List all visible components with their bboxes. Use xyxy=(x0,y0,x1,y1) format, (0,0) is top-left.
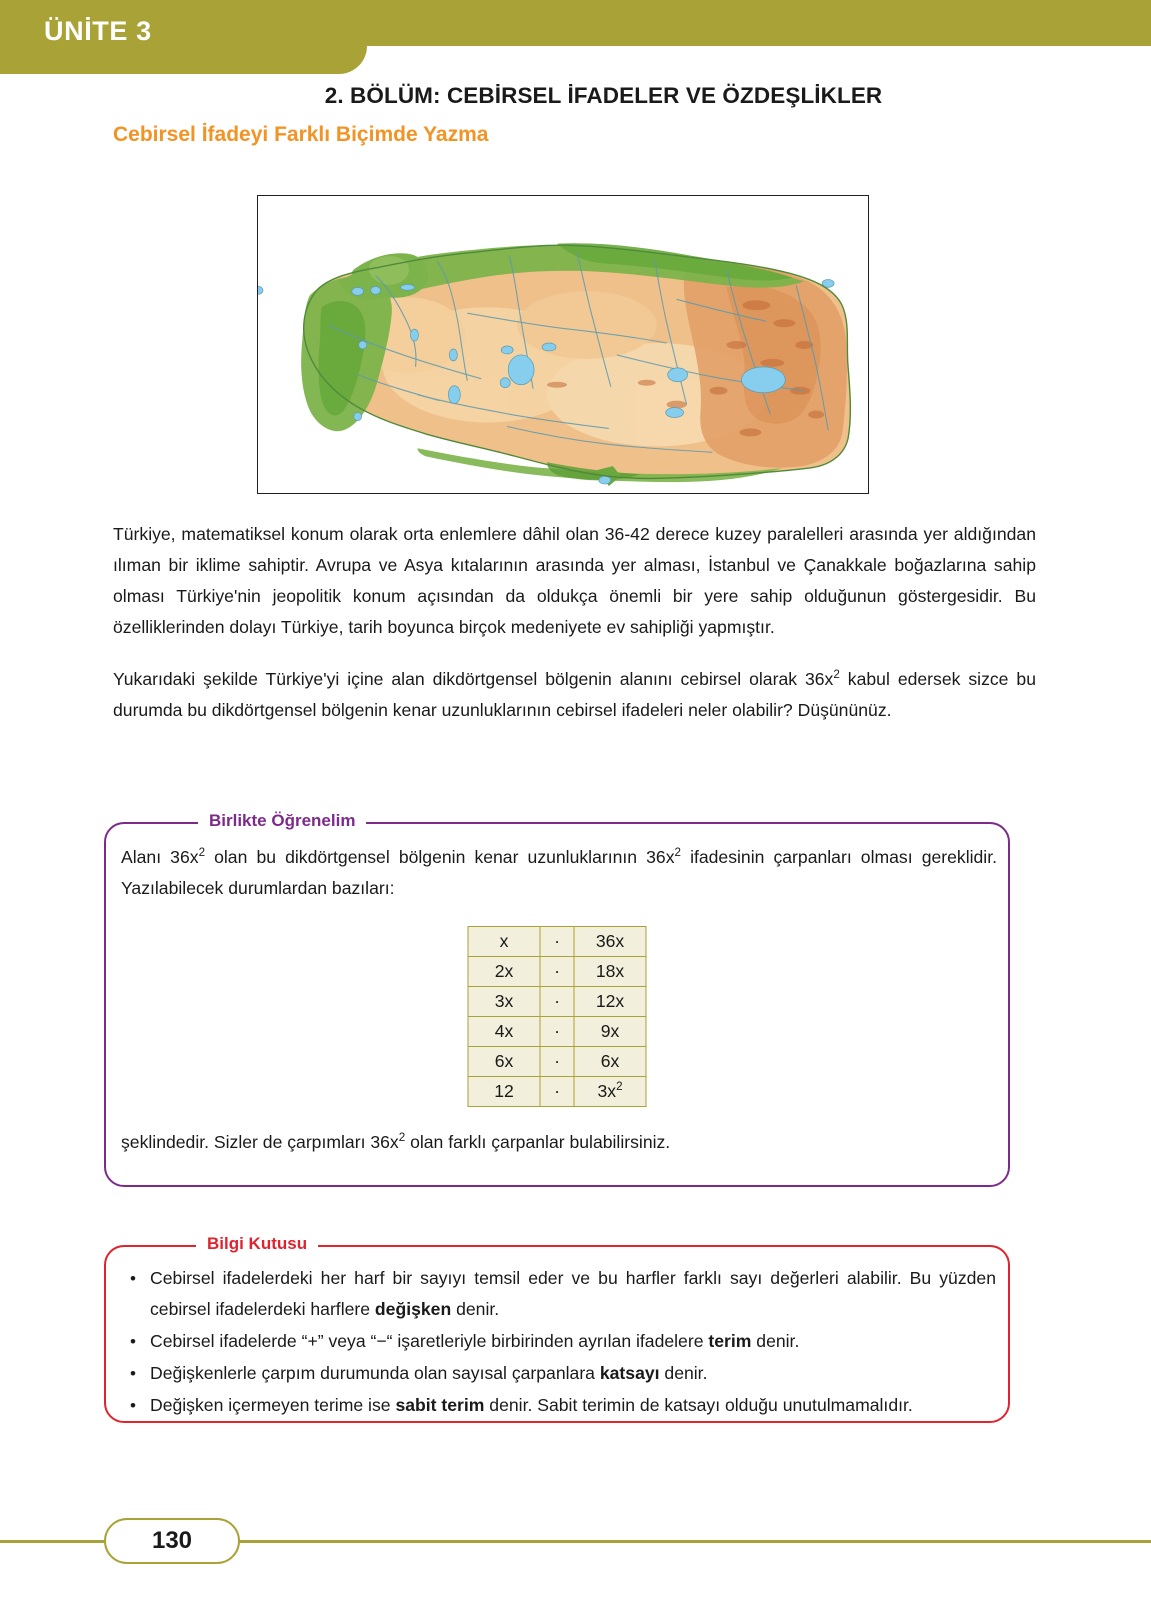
bullet-text-pre: Değişkenlerle çarpım durumunda olan sayısal çarpanlara xyxy=(150,1363,600,1383)
info-box-bullet-list xyxy=(122,1263,996,1422)
factor-cell-operator: · xyxy=(540,927,574,957)
page-title: 2. BÖLÜM: CEBİRSEL İFADELER VE ÖZDEŞLİKLER xyxy=(324,83,883,108)
factor-cell-left: x xyxy=(468,927,540,957)
bullet-text-pre: Cebirsel ifadelerde “+” veya “−“ işaretleriyle birbirinden ayrılan ifadelere xyxy=(150,1331,709,1351)
bullet-text-post: denir. xyxy=(659,1363,708,1383)
list-item xyxy=(122,1326,996,1357)
factor-cell-right: 6x xyxy=(574,1047,646,1077)
bullet-text-post: denir. xyxy=(751,1331,800,1351)
lt-intro-part3: ifadesinin çarpanları olması gereklidir. Yazılabilecek durumlardan bazıları: xyxy=(121,847,997,898)
table-row xyxy=(468,927,646,957)
table-row xyxy=(468,1017,646,1047)
learn-together-legend: Birlikte Öğrenelim xyxy=(198,811,366,831)
page-number: 130 xyxy=(151,1527,193,1554)
factor-cell-operator: · xyxy=(540,1077,574,1107)
factor-cell-right: 36x xyxy=(574,927,646,957)
list-item xyxy=(122,1263,996,1325)
bullet-term-emphasis: değişken xyxy=(374,1299,452,1319)
lt-outro-part2: olan farklı çarpanlar bulabilirsiniz. xyxy=(405,1132,671,1152)
bullet-term-emphasis: terim xyxy=(708,1331,752,1351)
bullet-text-pre: Cebirsel ifadelerdeki her harf bir sayıyı temsil eder ve bu harfler farklı sayı değerleri alabilir. Bu yüzden cebirsel ifadelerdeki harflere xyxy=(150,1268,996,1319)
intro-paragraph: Türkiye, matematiksel konum olarak orta enlemlere dâhil olan 36-42 derece kuzey paralelleri arasında yer aldığından ılıman bir iklime sahiptir. Avrupa ve Asya kıtalarının arasında yer alması, İstanbul ve Çanakkale boğazlarına sahip olması Türkiye'nin jeopolitik konum açısından da oldukça önemli bir yere sahip olduğunun göstergesidir. Bu özelliklerinden dolayı Türkiye, tarih boyunca birçok medeniyete ev sahipliği yapmıştır. xyxy=(113,524,1036,637)
list-item xyxy=(122,1390,996,1421)
lt-intro-exponent-2: 2 xyxy=(674,846,681,860)
factor-cell-left: 3x xyxy=(468,987,540,1017)
table-row xyxy=(468,957,646,987)
turkey-relief-map-icon xyxy=(258,196,868,493)
lt-intro-part1: Alanı 36x xyxy=(121,847,199,867)
question-paragraph xyxy=(113,664,1036,726)
factor-cell-left: 12 xyxy=(468,1077,540,1107)
turkey-map-figure xyxy=(257,195,869,494)
table-row xyxy=(468,1077,646,1107)
factor-cell-operator: · xyxy=(540,1047,574,1077)
factor-cell-operator: · xyxy=(540,1017,574,1047)
factor-cell-operator: · xyxy=(540,987,574,1017)
bullet-text-post: denir. Sabit terimin de katsayı olduğu unutulmamalıdır. xyxy=(484,1395,913,1415)
factor-cell-left: 6x xyxy=(468,1047,540,1077)
factor-cell-right: 9x xyxy=(574,1017,646,1047)
factor-pairs-table xyxy=(468,926,647,1107)
learn-together-callout xyxy=(104,811,1010,1187)
table-row xyxy=(468,987,646,1017)
bullet-term-emphasis: katsayı xyxy=(599,1363,660,1383)
factor-cell-right: $3x^2$ xyxy=(574,1077,646,1107)
lt-intro-exponent-1: 2 xyxy=(198,846,206,860)
lt-intro-part2: olan bu dikdörtgensel bölgenin kenar uzunluklarının 36x xyxy=(205,847,675,867)
unit-label: ÜNİTE 3 xyxy=(44,16,152,46)
factor-cell-right-exponent: 2 xyxy=(616,1080,623,1094)
factor-cell-operator: · xyxy=(540,957,574,987)
info-box-legend: Bilgi Kutusu xyxy=(196,1234,318,1254)
question-paragraph-exponent: 2 xyxy=(833,668,840,682)
question-paragraph-part1: Yukarıdaki şekilde Türkiye'yi içine alan dikdörtgensel bölgenin alanını cebirsel olarak 36x xyxy=(113,669,834,689)
question-paragraph-part2: kabul edersek sizce bu durumda bu dikdörtgensel bölgenin kenar uzunluklarının cebirsel ifadeleri neler olabilir? Düşününüz. xyxy=(113,669,1036,720)
factor-cell-left: 4x xyxy=(468,1017,540,1047)
factor-pairs-table-body xyxy=(468,927,646,1107)
factor-cell-right: 12x xyxy=(574,987,646,1017)
lt-outro-exponent: 2 xyxy=(398,1131,406,1145)
bullet-term-emphasis: sabit terim xyxy=(395,1395,485,1415)
table-row xyxy=(468,1047,646,1077)
list-item xyxy=(122,1358,996,1389)
learn-together-outro xyxy=(121,1127,997,1158)
factor-cell-right: 18x xyxy=(574,957,646,987)
lt-outro-part1: şeklindedir. Sizler de çarpımları 36x xyxy=(121,1132,399,1152)
bullet-text-post: denir. xyxy=(451,1299,500,1319)
page-subtitle: Cebirsel İfadeyi Farklı Biçimde Yazma xyxy=(113,123,489,146)
bullet-text-pre: Değişken içermeyen terime ise xyxy=(150,1395,396,1415)
info-box-callout xyxy=(104,1234,1010,1423)
learn-together-intro xyxy=(121,842,997,904)
factor-cell-left: 2x xyxy=(468,957,540,987)
